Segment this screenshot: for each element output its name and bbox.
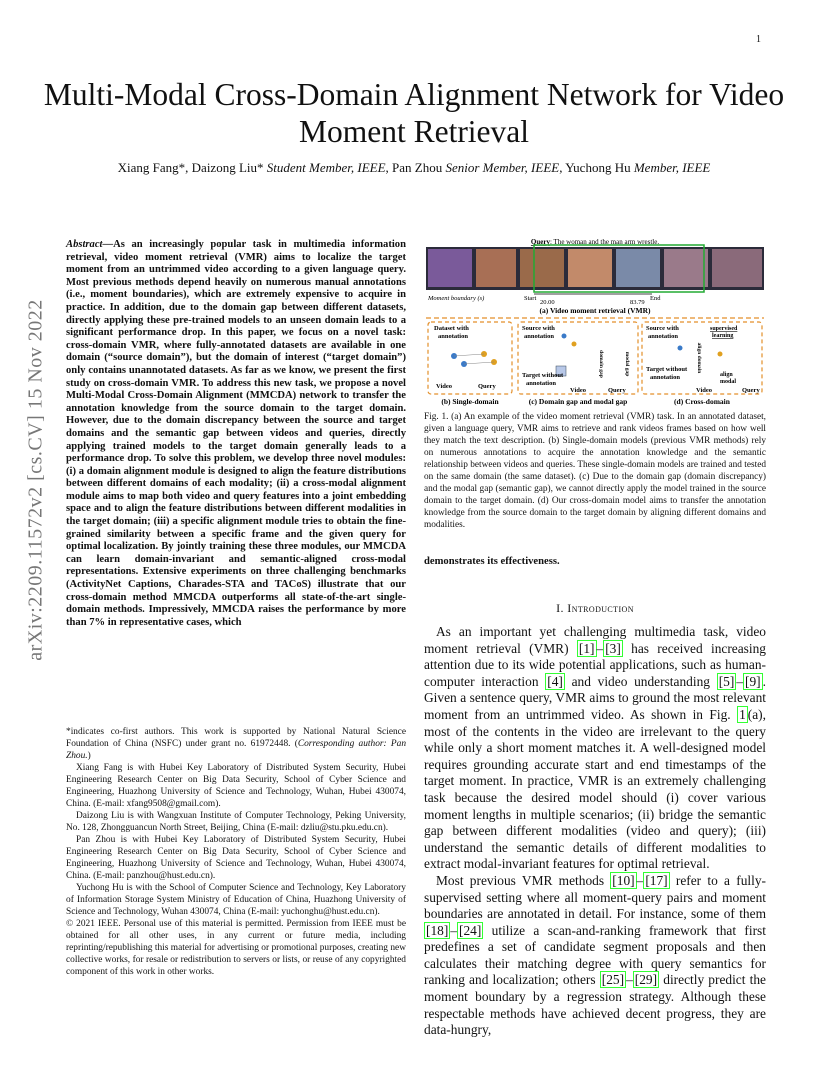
citation-link[interactable]: [1] — [578, 640, 595, 656]
svg-text:modal gap: modal gap — [624, 351, 630, 377]
figure-1 — [424, 236, 766, 408]
end-value: 83.79 — [630, 299, 645, 306]
subcaption-d: (d) Cross-domain — [674, 397, 730, 406]
panel-domain-gap — [518, 322, 638, 394]
intro-paragraph-1: As an important yet challenging multimedia task, video moment retrieval (VMR) [1] – [3] has received increasing attention due to its wide potential applications, such as human-computer interaction [4] and video understanding [5] – [9] . Given a sentence query, VMR aims to ground the most relevant moment from an untrimmed video. As shown in Fig. 1 (a), most of the contents in the video are irrelevant to the query while only a short moment matches it. A well-designed model requires grounding accurate start and end timestamps of the target moment. In practice, VMR is an extremely challenging task because the desired model should (i) cover various moment lengths in multiple scenarios; (ii) bridge the semantic gap between different modalities (video and query); (iii) understand the semantic details of different modalities to extract modal-invariant features for optimal retrieval. — [424, 624, 766, 872]
abstract — [66, 239, 406, 629]
author-membership: Member, IEEE — [633, 160, 711, 175]
copyright-notice: © 2021 IEEE. Personal use of this material is permitted. Permission from IEEE must be obtained for all other uses, in any current or future media, including reprinting/republishing this material for advertising or promotional purposes, creating new collective works, for resale or redistribution to servers or lists, or reuse of any copyrighted component of this work in other works. — [66, 919, 406, 977]
author-name: Xiang Fang* — [117, 160, 186, 175]
start-label: Start — [524, 295, 537, 302]
subcaption-c: (c) Domain gap and modal gap — [528, 397, 628, 406]
author-membership: Student Member, IEEE — [266, 160, 386, 175]
panel-single-domain — [428, 322, 512, 394]
abstract-text: —As an increasingly popular task in multimedia information retrieval, video moment retrieval (VMR) aims to localize the target moment from an untrimmed video according to a given language query. Most previous methods depend heavily on numerous manual annotations (i.e., moment boundaries), which are extremely expensive to acquire in practice. In addition, due to the domain gap between different datasets, directly applying these pre-trained models to an unseen domain leads to a significant performance drop. In this paper, we focus on a novel task: cross-domain VMR, where fully-annotated datasets are available in one domain (“source domain”), but the domain of interest (“target domain”) only contains unannotated datasets. As far as we know, we present the first study on cross-domain VMR. To address this new task, we propose a novel Multi-Modal Cross-Domain Alignment (MMCDA) network to transfer the annotation knowledge from the source domain to the target domain. However, due to the domain discrepancy between the source and target domains and the semantic gap between videos and queries, directly applying trained models to the target domain generally leads to a performance drop. To solve this problem, we develop three novel modules: (i) a domain alignment module is designed to align the feature distributions between different domains of each modality; (ii) a cross-modal alignment module aims to map both video and query features into a joint embedding space and to align the feature distributions between different modalities in the target domain; (iii) a specific alignment module tries to obtain the fine-grained similarity between a specific frame and the given query for optimal localization. By jointly training these three modules, our MMCDA can learn domain-invariant and semantic-aligned cross-modal representations. Extensive experiments on three challenging benchmarks (ActivityNet Captions, Charades-STA and TACoS) illustrate that our cross-domain method MMCDA outperforms all state-of-the-art single-domain methods. Impressively, MMCDA raises the performance by more than 7% in representative cases, which — [66, 239, 406, 628]
svg-text:supervised: supervised — [710, 326, 738, 332]
svg-text:annotation: annotation — [650, 374, 680, 381]
author-membership: Senior Member, IEEE — [445, 160, 560, 175]
page-number: 1 — [756, 34, 761, 45]
citation-link[interactable]: [18] — [426, 922, 449, 938]
author-name: Daizong Liu* — [191, 160, 264, 175]
svg-text:Query: Query — [742, 387, 760, 394]
arxiv-sidebar — [16, 280, 56, 680]
citation-link[interactable]: 1 — [739, 706, 746, 722]
svg-text:Source with: Source with — [522, 325, 555, 332]
svg-text:Source with: Source with — [646, 325, 679, 332]
intro-paragraph-2: Most previous VMR methods [10] – [17] refer to a fully-supervised setting where all moment-query pairs and moment boundaries are annotated in detail. For instance, some of them [18] – [24] utilize a scan-and-ranking framework that first predefines a set of candidate segment proposals and then calculates their matching degree with query semantics for ranking and localization; others [25] – [29] directly predict the moment boundary by a regression strategy. Although these respectable methods have achieved decent progress, they are data-hungry, — [424, 872, 766, 1038]
svg-text:Video: Video — [436, 383, 453, 390]
svg-text:Query: Query — [608, 387, 626, 394]
footnote-cofirst: *indicates co-first authors. This work is supported by National Natural Science Foundation of China (NSFC) under grant no. 61972448. (Corresponding author: Pan Zhou.) — [66, 727, 407, 761]
paper-title: Multi-Modal Cross-Domain Alignment Network for Video Moment Retrieval — [43, 77, 785, 149]
moment-boundary-label: Moment boundary (s) — [428, 295, 485, 302]
svg-text:annotation: annotation — [524, 333, 554, 340]
author-name: Yuchong Hu — [565, 160, 631, 175]
author-list: Xiang Fang*, Daizong Liu* Student Member, IEEE, Pan Zhou Senior Member, IEEE, Yuchong Hu Member, IEEE — [117, 160, 711, 175]
svg-text:modal: modal — [720, 379, 737, 385]
svg-text:annotation: annotation — [438, 333, 468, 340]
citation-link[interactable]: [5] — [718, 673, 735, 689]
citation-link[interactable]: [25] — [601, 972, 625, 988]
abstract-continuation: demonstrates its effectiveness. — [424, 556, 560, 567]
footnote-liu: Daizong Liu is with Wangxuan Institute of Computer Technology, Peking University, No. 128, Zhongguancun North Street, Beijing, China (E-mail: dzliu@stu.pku.edu.cn). — [66, 811, 406, 833]
citation-link[interactable]: [10] — [612, 872, 635, 888]
svg-text:Video: Video — [696, 387, 713, 394]
svg-text:Dataset with: Dataset with — [434, 325, 469, 332]
citation-link[interactable]: [24] — [459, 922, 482, 938]
arxiv-id: arXiv:2209.11572v2 [cs.CV] 15 Nov 2022 — [24, 299, 47, 661]
svg-text:annotation: annotation — [526, 380, 556, 387]
introduction-body — [424, 624, 766, 1039]
svg-text:align domain: align domain — [696, 342, 702, 374]
footnotes — [66, 726, 406, 978]
footnote-zhou: Pan Zhou is with Hubei Key Laboratory of Distributed System Security, Hubei Engineering Research Center on Big Data Security, School of Cyber Science and Engineering, Huazhong University of Science and Technology, Wuhan, Hubei 430074, China. (E-mail: panzhou@hust.edu.cn). — [66, 835, 406, 881]
video-frames — [426, 245, 764, 292]
svg-text:learning: learning — [712, 333, 734, 339]
section-heading-introduction — [424, 601, 766, 616]
svg-text:annotation: annotation — [648, 333, 678, 340]
svg-text:Target without: Target without — [646, 366, 688, 373]
citation-link[interactable]: [29] — [634, 972, 658, 988]
abstract-label: Abstract — [66, 239, 103, 250]
svg-text:domain gap: domain gap — [598, 350, 604, 378]
subcaption-b: (b) Single-domain — [441, 397, 499, 406]
section-title: I. Introduction — [556, 601, 634, 615]
figure-query: Query: The woman and the man arm wrestle. — [530, 238, 660, 246]
subcaption-a: (a) Video moment retrieval (VMR) — [539, 306, 651, 315]
svg-text:Query: Query — [478, 383, 496, 390]
svg-text:Target without: Target without — [522, 372, 564, 379]
citation-link[interactable]: [17] — [645, 872, 668, 888]
end-label: End — [650, 295, 661, 302]
footnote-hu: Yuchong Hu is with the School of Computer Science and Technology, Key Laboratory of Information Storage System Ministry of Education of China, Huazhong University of Science and Technology, Wuhan 430074, China (E-mail: yuchonghu@hust.edu.cn). — [66, 883, 406, 917]
citation-link[interactable]: [9] — [745, 673, 761, 689]
svg-text:align: align — [720, 372, 733, 378]
footnote-fang: Xiang Fang is with Hubei Key Laboratory of Distributed System Security, Hubei Engineering Research Center on Big Data Security, School of Cyber Science and Engineering, Huazhong University of Science and Technology, Wuhan, Hubei 430074, China. (E-mail: xfang9508@gmail.com). — [66, 763, 406, 809]
citation-link[interactable]: [4] — [547, 673, 563, 689]
author-name: Pan Zhou — [392, 160, 443, 175]
citation-link[interactable]: [3] — [605, 640, 621, 656]
svg-text:Video: Video — [570, 387, 587, 394]
figure-caption: Fig. 1. (a) An example of the video moment retrieval (VMR) task. In an annotated dataset, given a language query, VMR aims to retrieve and rank videos frames based on how well they match the text description. (b) Single-domain models (previous VMR methods) rely on numerous annotations to acquire the annotation knowledge and the semantic relationship between videos and queries. These single-domain models are trained and tested on the same domain (the same dataset). (c) Due to the domain gap (domain discrepancy) and the modal gap (semantic gap), we cannot directly apply the model trained in the source domain to the target domain. (d) Our cross-domain model aims to transfer the annotation knowledge from the source domain to the target domain by aligning different domains and modalities. — [424, 412, 766, 530]
panel-cross-domain — [642, 322, 762, 394]
start-value: 20.00 — [540, 299, 555, 306]
